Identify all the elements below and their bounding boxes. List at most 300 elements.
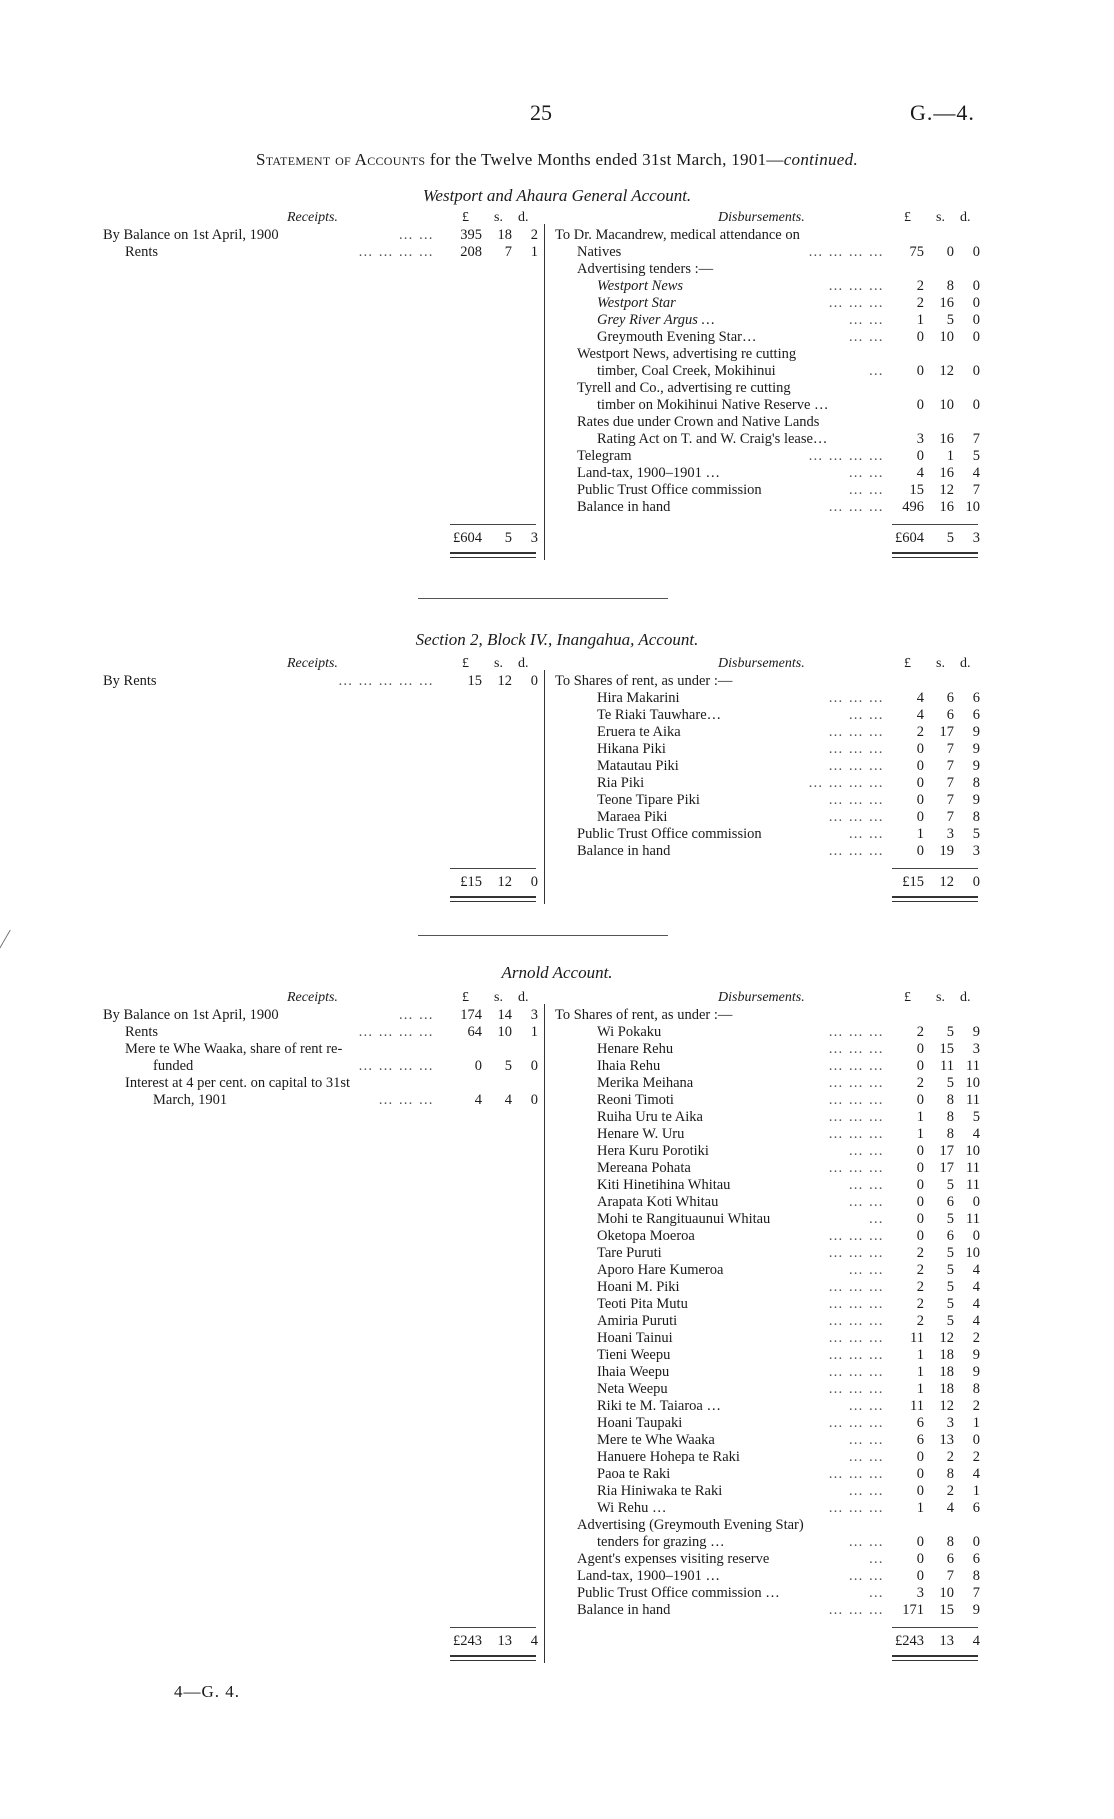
amount-shillings: 5 bbox=[504, 530, 512, 546]
amount-shillings: 8 bbox=[946, 1534, 954, 1550]
amount-pounds: 3 bbox=[916, 1585, 924, 1601]
amount-pence: 3 bbox=[972, 843, 980, 859]
disbursement-row bbox=[0, 1092, 888, 1109]
amount-pence: 6 bbox=[972, 1500, 980, 1516]
disbursement-description: Balance in hand bbox=[577, 1602, 671, 1618]
total-double-rule bbox=[450, 1655, 536, 1661]
amount-shillings: 5 bbox=[946, 1296, 954, 1312]
amount-shillings: 11 bbox=[940, 1058, 954, 1074]
disbursement-amount bbox=[890, 1041, 982, 1058]
disbursement-amount bbox=[890, 397, 982, 414]
amount-pence: 2 bbox=[972, 1330, 980, 1346]
amount-pence: 9 bbox=[972, 1364, 980, 1380]
amount-shillings: 12 bbox=[939, 482, 954, 498]
amount-shillings: 7 bbox=[946, 741, 954, 757]
leader-dots: … … bbox=[848, 1449, 884, 1465]
disbursement-description: Natives bbox=[577, 244, 622, 260]
page-number: 25 bbox=[530, 100, 552, 125]
disbursement-description: Balance in hand bbox=[577, 843, 671, 859]
receipt-description: Mere te Whe Waaka, share of rent re- bbox=[125, 1041, 343, 1057]
amount-pounds: 2 bbox=[916, 724, 924, 740]
leader-dots: … … bbox=[848, 1534, 884, 1550]
leader-dots: … … bbox=[848, 482, 884, 498]
receipt-description: March, 1901 bbox=[153, 1092, 228, 1108]
amount-shillings: 12 bbox=[939, 1330, 954, 1346]
leader-dots: … bbox=[868, 363, 884, 379]
amount-pounds: 0 bbox=[916, 1177, 924, 1193]
amount-shillings: 7 bbox=[946, 792, 954, 808]
disbursement-row bbox=[0, 363, 888, 380]
disbursement-row bbox=[0, 227, 888, 244]
disbursement-description: Wi Pokaku bbox=[597, 1024, 662, 1040]
amount-pence: 0 bbox=[530, 1058, 538, 1074]
amount-pounds: 75 bbox=[909, 244, 924, 260]
amount-shillings: 15 bbox=[939, 1602, 954, 1618]
disbursement-row bbox=[0, 775, 888, 792]
disbursement-amount bbox=[890, 1126, 982, 1143]
disbursement-description: Ria Hiniwaka te Raki bbox=[597, 1483, 723, 1499]
receipt-description: By Rents bbox=[103, 673, 157, 689]
disbursement-description: Public Trust Office commission bbox=[577, 826, 762, 842]
amount-pounds: 0 bbox=[916, 1449, 924, 1465]
disbursement-description: To Shares of rent, as under :— bbox=[555, 1007, 733, 1023]
leader-dots: … … … bbox=[828, 1415, 884, 1431]
shilling-label: s. bbox=[936, 210, 945, 225]
pence-label: d. bbox=[518, 656, 529, 671]
leader-dots: … … … bbox=[378, 1092, 434, 1108]
disbursement-description: tenders for grazing … bbox=[597, 1534, 725, 1550]
disbursement-description: Tyrell and Co., advertising re cutting bbox=[577, 380, 791, 396]
total-double-rule bbox=[892, 552, 978, 558]
amount-pounds: 2 bbox=[916, 295, 924, 311]
pence-label: d. bbox=[518, 990, 529, 1005]
disbursement-amount bbox=[890, 1466, 982, 1483]
amount-pence: 11 bbox=[966, 1092, 980, 1108]
disbursement-amount bbox=[890, 724, 982, 741]
leader-dots: … … … bbox=[828, 295, 884, 311]
amount-pence: 0 bbox=[972, 295, 980, 311]
disbursement-amount bbox=[890, 431, 982, 448]
amount-pence: 1 bbox=[972, 1483, 980, 1499]
disbursement-amount bbox=[890, 1415, 982, 1432]
amount-pence: 3 bbox=[530, 1007, 538, 1023]
disbursement-description: Hera Kuru Porotiki bbox=[597, 1143, 709, 1159]
disbursement-row bbox=[0, 1585, 888, 1602]
disbursement-description: Agent's expenses visiting reserve bbox=[577, 1551, 770, 1567]
leader-dots: … … … bbox=[828, 1279, 884, 1295]
disbursement-row bbox=[0, 499, 888, 516]
leader-dots: … … … bbox=[828, 1024, 884, 1040]
statement-title bbox=[0, 150, 1114, 170]
disbursement-description: Amiria Puruti bbox=[597, 1313, 678, 1329]
disbursement-amount bbox=[890, 1211, 982, 1228]
amount-pounds: 174 bbox=[460, 1007, 482, 1023]
leader-dots: … … bbox=[398, 227, 434, 243]
disbursement-row bbox=[0, 707, 888, 724]
disbursement-row bbox=[0, 1211, 888, 1228]
disbursement-amount bbox=[890, 843, 982, 860]
disbursement-row bbox=[0, 1126, 888, 1143]
amount-pence: 4 bbox=[972, 1466, 980, 1482]
disbursement-amount bbox=[890, 1279, 982, 1296]
amount-pounds: 1 bbox=[916, 1381, 924, 1397]
amount-pence: 0 bbox=[972, 1194, 980, 1210]
amount-pence: 4 bbox=[530, 1633, 538, 1649]
amount-pence: 4 bbox=[972, 1279, 980, 1295]
amount-shillings: 10 bbox=[497, 1024, 512, 1040]
amount-pence: 9 bbox=[972, 792, 980, 808]
disbursement-amount bbox=[890, 741, 982, 758]
amount-pence: 10 bbox=[965, 1245, 980, 1261]
leader-dots: … … … … bbox=[358, 1058, 434, 1074]
amount-pounds: 2 bbox=[916, 1262, 924, 1278]
amount-pence: 0 bbox=[972, 1534, 980, 1550]
receipt-description: Interest at 4 per cent. on capital to 31st bbox=[125, 1075, 351, 1091]
leader-dots: … … … bbox=[828, 1381, 884, 1397]
amount-shillings: 18 bbox=[497, 227, 512, 243]
disbursement-row bbox=[0, 1041, 888, 1058]
amount-pence: 0 bbox=[972, 363, 980, 379]
disbursement-description: Arapata Koti Whitau bbox=[597, 1194, 719, 1210]
amount-pounds: 0 bbox=[916, 1228, 924, 1244]
receipts-total bbox=[448, 1633, 540, 1650]
amount-pence: 2 bbox=[530, 227, 538, 243]
disbursement-row bbox=[0, 295, 888, 312]
disbursement-amount bbox=[890, 329, 982, 346]
total-double-rule bbox=[892, 1655, 978, 1661]
disbursements-total bbox=[890, 530, 982, 547]
disbursement-description: Henare Rehu bbox=[597, 1041, 674, 1057]
disbursement-amount bbox=[890, 775, 982, 792]
account-title: Westport and Ahaura General Account. bbox=[422, 186, 692, 205]
amount-pence: 3 bbox=[530, 530, 538, 546]
amount-shillings: 2 bbox=[946, 1483, 954, 1499]
disbursement-row bbox=[0, 1160, 888, 1177]
section-separator bbox=[418, 598, 668, 599]
total-rule bbox=[450, 524, 536, 525]
disbursement-row bbox=[0, 1500, 888, 1517]
disbursement-description: Ruiha Uru te Aika bbox=[597, 1109, 703, 1125]
disbursement-description: Riki te M. Taiaroa … bbox=[597, 1398, 721, 1414]
leader-dots: … … bbox=[848, 1143, 884, 1159]
disbursement-row bbox=[0, 1568, 888, 1585]
amount-shillings: 6 bbox=[946, 1228, 954, 1244]
amount-pounds: 2 bbox=[916, 1279, 924, 1295]
amount-pence: 0 bbox=[530, 874, 538, 890]
pence-label: d. bbox=[960, 210, 971, 225]
amount-pence: 9 bbox=[972, 741, 980, 757]
disbursement-row bbox=[0, 1296, 888, 1313]
amount-pence: 9 bbox=[972, 1347, 980, 1363]
amount-shillings: 16 bbox=[939, 431, 954, 447]
leader-dots: … … … bbox=[828, 792, 884, 808]
amount-shillings: 14 bbox=[497, 1007, 512, 1023]
receipt-description: Rents bbox=[125, 1024, 159, 1040]
amount-pence: 10 bbox=[965, 499, 980, 515]
disbursement-amount bbox=[890, 1364, 982, 1381]
amount-shillings: 6 bbox=[946, 1551, 954, 1567]
disbursement-amount bbox=[890, 499, 982, 516]
amount-shillings: 5 bbox=[946, 1211, 954, 1227]
receipts-total bbox=[448, 874, 540, 891]
leader-dots: … … bbox=[848, 1262, 884, 1278]
amount-pounds: 0 bbox=[916, 809, 924, 825]
disbursement-amount bbox=[890, 1534, 982, 1551]
disbursement-row bbox=[0, 1109, 888, 1126]
receipt-description: funded bbox=[153, 1058, 194, 1074]
total-rule bbox=[892, 524, 978, 525]
receipts-heading: Receipts. bbox=[287, 210, 338, 225]
amount-shillings: 5 bbox=[946, 1177, 954, 1193]
disbursement-amount bbox=[890, 1330, 982, 1347]
receipts-money-heading bbox=[454, 656, 534, 673]
disbursement-row bbox=[0, 244, 888, 261]
amount-shillings: 19 bbox=[939, 843, 954, 859]
receipt-description: By Balance on 1st April, 1900 bbox=[103, 227, 279, 243]
amount-pence: 9 bbox=[972, 1024, 980, 1040]
disbursement-amount bbox=[890, 1347, 982, 1364]
disbursement-amount bbox=[890, 1228, 982, 1245]
disbursement-description: Aporo Hare Kumeroa bbox=[597, 1262, 724, 1278]
disbursement-row bbox=[0, 1483, 888, 1500]
amount-pence: 0 bbox=[972, 397, 980, 413]
disbursement-amount bbox=[890, 448, 982, 465]
disbursement-amount bbox=[890, 1245, 982, 1262]
leader-dots: … … … bbox=[828, 499, 884, 515]
amount-pounds: 1 bbox=[916, 1126, 924, 1142]
amount-pounds: 0 bbox=[916, 1483, 924, 1499]
disbursement-description: Advertising tenders :— bbox=[577, 261, 714, 277]
shilling-label: s. bbox=[936, 656, 945, 671]
leader-dots: … … … bbox=[828, 278, 884, 294]
disbursement-description: Mereana Pohata bbox=[597, 1160, 691, 1176]
leader-dots: … … … bbox=[828, 1126, 884, 1142]
disbursement-description: Advertising (Greymouth Evening Star) bbox=[577, 1517, 804, 1533]
amount-pence: 6 bbox=[972, 707, 980, 723]
disbursement-row bbox=[0, 758, 888, 775]
leader-dots: … … … bbox=[828, 1160, 884, 1176]
disbursement-amount bbox=[890, 295, 982, 312]
disbursement-description: timber, Coal Creek, Mokihinui bbox=[597, 363, 776, 379]
disbursement-row bbox=[0, 312, 888, 329]
disbursement-amount bbox=[890, 792, 982, 809]
disbursement-description: Maraea Piki bbox=[597, 809, 668, 825]
account-title: Arnold Account. bbox=[501, 963, 613, 982]
disbursement-description: Telegram bbox=[577, 448, 632, 464]
amount-pounds: 0 bbox=[916, 1160, 924, 1176]
disbursement-row bbox=[0, 741, 888, 758]
leader-dots: … … bbox=[848, 1483, 884, 1499]
disbursement-amount bbox=[890, 1194, 982, 1211]
document-reference: G.—4. bbox=[910, 100, 975, 125]
amount-shillings: 12 bbox=[497, 673, 512, 689]
pence-label: d. bbox=[960, 656, 971, 671]
amount-pounds: 1 bbox=[916, 312, 924, 328]
amount-shillings: 12 bbox=[497, 874, 512, 890]
disbursement-row bbox=[0, 1194, 888, 1211]
disbursement-row bbox=[0, 1449, 888, 1466]
amount-shillings: 5 bbox=[946, 1024, 954, 1040]
amount-pence: 4 bbox=[972, 1262, 980, 1278]
pound-sign: £ bbox=[904, 656, 911, 671]
amount-shillings: 6 bbox=[946, 707, 954, 723]
amount-pence: 0 bbox=[972, 1432, 980, 1448]
disbursement-description: Greymouth Evening Star… bbox=[597, 329, 757, 345]
amount-shillings: 5 bbox=[946, 1075, 954, 1091]
amount-pounds: 0 bbox=[916, 1211, 924, 1227]
disbursement-description: Ria Piki bbox=[597, 775, 645, 791]
disbursement-row bbox=[0, 1551, 888, 1568]
disbursement-amount bbox=[890, 278, 982, 295]
amount-shillings: 4 bbox=[946, 1500, 954, 1516]
amount-pounds: 0 bbox=[916, 1194, 924, 1210]
amount-pounds: 496 bbox=[902, 499, 924, 515]
amount-pounds: 1 bbox=[916, 1500, 924, 1516]
leader-dots: … … bbox=[848, 1398, 884, 1414]
disbursement-description: Hira Makarini bbox=[597, 690, 680, 706]
amount-pence: 0 bbox=[972, 278, 980, 294]
leader-dots: … … … bbox=[828, 1347, 884, 1363]
pence-label: d. bbox=[518, 210, 529, 225]
disbursements-heading: Disbursements. bbox=[718, 990, 805, 1005]
leader-dots: … … … … bbox=[358, 244, 434, 260]
disbursement-row bbox=[0, 414, 888, 431]
disbursement-amount bbox=[890, 465, 982, 482]
amount-pence: 8 bbox=[972, 1568, 980, 1584]
amount-pence: 4 bbox=[972, 465, 980, 481]
amount-shillings: 7 bbox=[946, 809, 954, 825]
disbursement-description: Ihaia Rehu bbox=[597, 1058, 661, 1074]
account-title: Section 2, Block IV., Inangahua, Account. bbox=[415, 630, 699, 649]
amount-pence: 1 bbox=[972, 1415, 980, 1431]
receipts-money-heading bbox=[454, 210, 534, 227]
total-double-rule bbox=[892, 896, 978, 902]
amount-shillings: 1 bbox=[946, 448, 954, 464]
disbursement-amount bbox=[890, 1602, 982, 1619]
amount-pounds: 0 bbox=[916, 448, 924, 464]
amount-shillings: 6 bbox=[946, 1194, 954, 1210]
amount-pounds: £604 bbox=[453, 530, 482, 546]
leader-dots: … … … bbox=[828, 1296, 884, 1312]
disbursements-total bbox=[890, 1633, 982, 1650]
statement-title-continued: continued. bbox=[783, 150, 858, 169]
disbursement-description: Matautau Piki bbox=[597, 758, 679, 774]
disbursement-amount bbox=[890, 1058, 982, 1075]
amount-pence: 8 bbox=[972, 809, 980, 825]
disbursement-description: To Dr. Macandrew, medical attendance on bbox=[555, 227, 800, 243]
amount-shillings: 10 bbox=[939, 329, 954, 345]
amount-pounds: 2 bbox=[916, 1245, 924, 1261]
disbursement-row bbox=[0, 278, 888, 295]
leader-dots: … … … bbox=[828, 724, 884, 740]
disbursement-description: Ihaia Weepu bbox=[597, 1364, 670, 1380]
amount-pence: 0 bbox=[972, 312, 980, 328]
disbursement-amount bbox=[890, 482, 982, 499]
amount-pounds: 1 bbox=[916, 1347, 924, 1363]
disbursement-amount bbox=[890, 1296, 982, 1313]
amount-pence: 10 bbox=[965, 1075, 980, 1091]
leader-dots: … … … … bbox=[358, 1024, 434, 1040]
leader-dots: … … bbox=[848, 1194, 884, 1210]
amount-shillings: 8 bbox=[946, 1466, 954, 1482]
leader-dots: … … … … bbox=[808, 775, 884, 791]
amount-pounds: 2 bbox=[916, 1296, 924, 1312]
disbursement-row bbox=[0, 1602, 888, 1619]
leader-dots: … bbox=[868, 1551, 884, 1567]
amount-pounds: 0 bbox=[916, 397, 924, 413]
disbursements-money-heading bbox=[896, 990, 976, 1007]
disbursement-description: Paoa te Raki bbox=[597, 1466, 671, 1482]
disbursement-description: timber on Mokihinui Native Reserve … bbox=[597, 397, 829, 413]
leader-dots: … … … bbox=[828, 1092, 884, 1108]
disbursement-row bbox=[0, 1228, 888, 1245]
disbursement-description: Kiti Hinetihina Whitau bbox=[597, 1177, 731, 1193]
total-rule bbox=[892, 1627, 978, 1628]
disbursement-row bbox=[0, 1330, 888, 1347]
leader-dots: … … bbox=[848, 329, 884, 345]
disbursement-amount bbox=[890, 244, 982, 261]
disbursement-description: Te Riaki Tauwhare… bbox=[597, 707, 722, 723]
disbursement-row bbox=[0, 1177, 888, 1194]
amount-pence: 0 bbox=[530, 1092, 538, 1108]
amount-pounds: £243 bbox=[895, 1633, 924, 1649]
leader-dots: … … … bbox=[828, 1109, 884, 1125]
disbursements-heading: Disbursements. bbox=[718, 656, 805, 671]
amount-shillings: 16 bbox=[939, 465, 954, 481]
disbursement-row bbox=[0, 1381, 888, 1398]
disbursement-row bbox=[0, 1245, 888, 1262]
amount-shillings: 7 bbox=[946, 775, 954, 791]
disbursement-row bbox=[0, 1432, 888, 1449]
amount-pounds: 2 bbox=[916, 278, 924, 294]
leader-dots: … … … bbox=[828, 843, 884, 859]
leader-dots: … … … bbox=[828, 1075, 884, 1091]
disbursement-row bbox=[0, 261, 888, 278]
leader-dots: … … … bbox=[828, 758, 884, 774]
disbursement-amount bbox=[890, 1109, 982, 1126]
disbursement-description: Balance in hand bbox=[577, 499, 671, 515]
amount-pounds: 1 bbox=[916, 1364, 924, 1380]
leader-dots: … … … bbox=[828, 809, 884, 825]
disbursement-row bbox=[0, 792, 888, 809]
disbursement-row bbox=[0, 448, 888, 465]
disbursement-amount bbox=[890, 1092, 982, 1109]
leader-dots: … … … bbox=[828, 741, 884, 757]
amount-pounds: 0 bbox=[916, 1551, 924, 1567]
column-divider bbox=[544, 224, 545, 560]
amount-shillings: 5 bbox=[946, 1279, 954, 1295]
disbursement-amount bbox=[890, 826, 982, 843]
pound-sign: £ bbox=[904, 990, 911, 1005]
receipts-heading: Receipts. bbox=[287, 656, 338, 671]
amount-pence: 4 bbox=[972, 1126, 980, 1142]
disbursement-row bbox=[0, 1517, 888, 1534]
disbursement-description: Westport News bbox=[597, 278, 684, 294]
leader-dots: … … bbox=[848, 707, 884, 723]
column-divider bbox=[544, 670, 545, 904]
disbursement-description: Tare Puruti bbox=[597, 1245, 662, 1261]
disbursement-description: Land-tax, 1900–1901 … bbox=[577, 465, 720, 481]
amount-pence: 7 bbox=[972, 1585, 980, 1601]
disbursement-description: Wi Rehu … bbox=[597, 1500, 667, 1516]
disbursement-row bbox=[0, 1398, 888, 1415]
leader-dots: … … bbox=[848, 1568, 884, 1584]
amount-shillings: 8 bbox=[946, 278, 954, 294]
amount-shillings: 8 bbox=[946, 1109, 954, 1125]
amount-pence: 1 bbox=[530, 244, 538, 260]
receipt-description: By Balance on 1st April, 1900 bbox=[103, 1007, 279, 1023]
total-rule bbox=[892, 868, 978, 869]
